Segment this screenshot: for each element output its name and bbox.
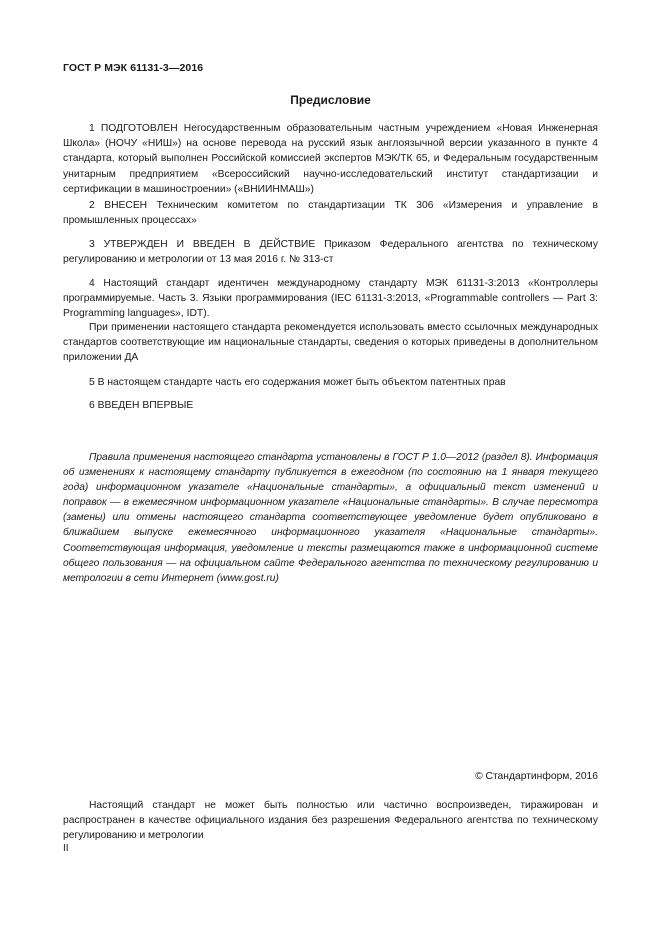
paragraph-prepared-by: 1 ПОДГОТОВЛЕН Негосударственным образовательным частным учреждением «Новая Инженерная Школа» (НОЧУ «НИШ») на основе перевода на русский язык англоязычной версии указанного в пункте 4 стандарта, который выполнен Российской комиссией экспертов МЭК/ТК 65, и Федеральным государственным унитарным предприятием «Всероссийский научно-исследовательский институт стандартизации и сертификации в машиностроении» («ВНИИНМАШ») — [63, 123, 598, 195]
paragraph-approved: 3 УТВЕРЖДЕН И ВВЕДЕН В ДЕЙСТВИЕ Приказом Федерального агентства по техническому регулированию и метрологии от 13 мая 2016 г. № 313-ст — [63, 239, 598, 266]
document-code-header: ГОСТ Р МЭК 61131-3—2016 — [63, 62, 204, 74]
reproduction-notice: Настоящий стандарт не может быть полностью или частично воспроизведен, тиражирован и распространен в качестве официального издания без разрешения Федерального агентства по техническому регулированию и метрологии — [63, 800, 598, 842]
section-title: Предисловие — [290, 93, 371, 107]
paragraph-reference-usage: При применении настоящего стандарта рекомендуется использовать вместо ссылочных международных стандартов соответствующие им национальные стандарты, сведения о которых приведены в дополнительном приложении ДА — [63, 322, 598, 364]
paragraph-patent-rights: 5 В настоящем стандарте часть его содержания может быть объектом патентных прав — [89, 377, 506, 388]
paragraph-submitted-by: 2 ВНЕСЕН Техническим комитетом по стандартизации ТК 306 «Измерения и управление в промышленных процессах» — [63, 200, 598, 227]
copyright-line: © Стандартинформ, 2016 — [475, 771, 598, 782]
paragraph-first-introduced: 6 ВВЕДЕН ВПЕРВЫЕ — [89, 400, 194, 411]
application-rules-notice: Правила применения настоящего стандарта установлены в ГОСТ Р 1.0—2012 (раздел 8). Информация об изменениях к настоящему стандарту публикуется в ежегодном (по состоянию на 1 января текущего года) информационном указателе «Национальные стандарты», а официальный текст изменений и поправок — в ежемесячном информационном указателе «Национальные стандарты». В случае пересмотра (замены) или отмены настоящего стандарта соответствующее уведомление будет опубликовано в ближайшем выпуске ежемесячного информационного указателя «Национальные стандарты». Соответствующая информация, уведомление и тексты размещаются также в информационной системе общего пользования — на официальном сайте Федерального агентства по техническому регулированию и метрологии в сети Интернет (www.gost.ru) — [63, 452, 598, 584]
paragraph-identical-standard: 4 Настоящий стандарт идентичен международному стандарту МЭК 61131-3:2013 «Контроллеры программируемые. Часть 3. Языки программирования (IEC 61131-3:2013, «Programmable controllers — Part 3: Programming languages», IDT). — [63, 278, 598, 320]
page-number: II — [63, 843, 69, 854]
